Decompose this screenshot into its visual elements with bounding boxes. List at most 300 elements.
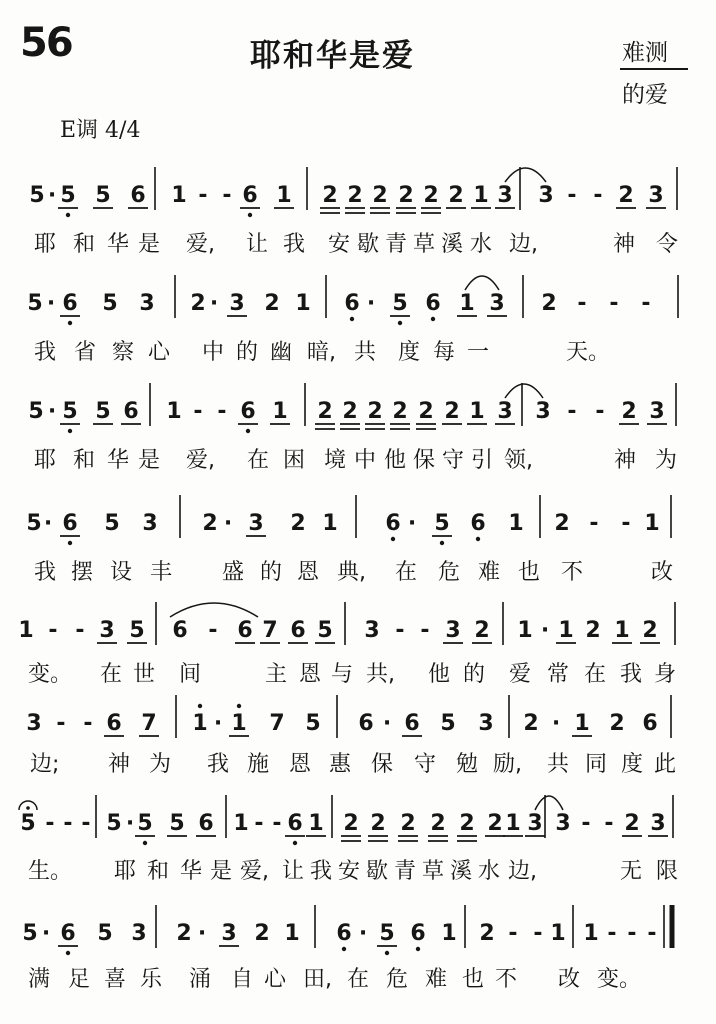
lyric-syllable: 我: [283, 232, 306, 257]
lyric-syllable: 不: [561, 560, 584, 585]
lyric-syllable: 安: [338, 859, 361, 884]
note: 5: [129, 618, 145, 643]
lyric-syllable: 耶: [34, 232, 57, 257]
note: ·: [197, 921, 207, 946]
note: -: [604, 811, 614, 836]
note: 2: [190, 291, 206, 316]
note: 5: [95, 399, 111, 424]
note: 2: [418, 399, 434, 424]
author-credit-line2: 的爱: [622, 82, 668, 108]
lyric-syllable: 励,: [493, 752, 522, 777]
lyric-syllable: 中: [202, 340, 225, 365]
lyric-syllable: 暗,: [307, 340, 336, 365]
lower-octave-dot: [248, 213, 252, 217]
note: 3: [478, 711, 494, 736]
note: 5: [440, 711, 456, 736]
note: -: [567, 183, 577, 208]
note: -: [647, 921, 657, 946]
lyric-syllable: 的: [236, 340, 259, 365]
note: 2: [444, 399, 460, 424]
lyric-syllable: 边,: [509, 232, 538, 257]
note: 2: [479, 921, 495, 946]
note: 3: [648, 183, 664, 208]
lyric-syllable: 涌: [189, 967, 212, 992]
lyric-syllable: 溪: [450, 859, 473, 884]
note: 3: [650, 811, 666, 836]
note: 1: [614, 618, 630, 643]
lyric-syllable: 歇: [357, 232, 380, 257]
note: 3: [497, 399, 513, 424]
note: -: [577, 291, 587, 316]
note: 5: [392, 291, 408, 316]
tie-arc: [465, 276, 499, 290]
lyric-syllable: 也: [462, 967, 485, 992]
note: 3: [527, 811, 543, 836]
note: 5: [20, 811, 36, 836]
note: 2: [264, 291, 280, 316]
lyric-syllable: 度: [398, 340, 421, 365]
note: 5: [22, 921, 38, 946]
lower-octave-dot: [68, 429, 72, 433]
note: 6: [62, 291, 78, 316]
note: 3: [221, 921, 237, 946]
note: ·: [41, 921, 51, 946]
note: 3: [139, 291, 155, 316]
lower-octave-dot: [476, 537, 480, 541]
note: -: [607, 921, 617, 946]
note: 6: [344, 291, 360, 316]
note: 1: [473, 183, 489, 208]
lyric-syllable: 共: [354, 340, 377, 365]
note: ·: [366, 291, 376, 316]
note: 5: [29, 183, 45, 208]
note: ·: [125, 811, 135, 836]
lyric-syllable: 每: [433, 340, 456, 365]
note: -: [222, 183, 232, 208]
lyric-syllable: 他: [428, 662, 451, 687]
note: 2: [642, 618, 658, 643]
lyric-syllable: 青: [385, 232, 408, 257]
lyric-syllable: 和: [73, 232, 96, 257]
lyric-syllable: 是: [138, 448, 161, 473]
lyric-syllable: 共,: [366, 662, 395, 687]
note: -: [593, 183, 603, 208]
note: 1: [233, 811, 249, 836]
note: -: [83, 711, 93, 736]
note: 3: [649, 399, 665, 424]
lyric-syllable: 危: [438, 560, 461, 585]
note: -: [627, 921, 637, 946]
lyric-syllable: 中: [354, 448, 377, 473]
lyric-syllable: 为: [149, 752, 172, 777]
author-credit-line1: 难测: [622, 40, 668, 66]
lyric-syllable: 与: [331, 662, 354, 687]
lyric-syllable: 危: [386, 967, 409, 992]
note: 1: [18, 618, 34, 643]
note: 2: [370, 811, 386, 836]
note: 3: [445, 618, 461, 643]
note: 5: [97, 921, 113, 946]
note: 5: [60, 183, 76, 208]
note: 5: [169, 811, 185, 836]
note: 2: [392, 399, 408, 424]
note: 2: [343, 811, 359, 836]
note: 5: [434, 511, 450, 536]
note: 2: [624, 811, 640, 836]
lyric-syllable: 自: [231, 967, 254, 992]
lyric-syllable: 是: [210, 859, 233, 884]
note: 3: [26, 711, 42, 736]
note: 2: [459, 811, 475, 836]
note: 1: [644, 511, 660, 536]
lyric-syllable: 省: [74, 340, 97, 365]
note: 2: [176, 921, 192, 946]
note: 2: [290, 511, 306, 536]
note: 2: [609, 711, 625, 736]
lower-octave-dot: [68, 541, 72, 545]
lyric-syllable: 保: [413, 448, 436, 473]
note: 1: [322, 511, 338, 536]
lyric-syllable: 变。: [28, 662, 73, 687]
note: -: [56, 711, 66, 736]
lyric-syllable: 设: [110, 560, 133, 585]
lyric-syllable: 爱,: [186, 448, 215, 473]
note: 3: [229, 291, 245, 316]
lyric-syllable: 我: [34, 560, 57, 585]
lyric-syllable: 难: [478, 560, 501, 585]
lyric-syllable: 察: [112, 340, 135, 365]
note: ·: [43, 511, 53, 536]
note: -: [75, 618, 85, 643]
lyric-syllable: 世: [133, 662, 156, 687]
lyric-syllable: 和: [73, 448, 96, 473]
note: ·: [382, 711, 392, 736]
note: 3: [248, 511, 264, 536]
hymn-title: 耶和华是爱: [250, 38, 415, 74]
note: -: [48, 618, 58, 643]
note: 1: [517, 618, 533, 643]
note: -: [641, 291, 651, 316]
lyric-syllable: 水: [470, 232, 493, 257]
lyric-syllable: 喜: [104, 967, 127, 992]
lyric-syllable: 神: [613, 232, 636, 257]
lower-octave-dot: [398, 321, 402, 325]
note: 6: [470, 511, 486, 536]
note: 3: [99, 618, 115, 643]
lyric-syllable: 田,: [303, 967, 332, 992]
lyric-syllable: 生。: [28, 859, 73, 884]
note: 1: [550, 921, 566, 946]
note: 2: [400, 811, 416, 836]
note: -: [395, 618, 405, 643]
lyric-syllable: 保: [371, 752, 394, 777]
fermata-dot: [26, 806, 30, 810]
note: -: [589, 511, 599, 536]
note: 6: [404, 711, 420, 736]
lower-octave-dot: [143, 841, 147, 845]
note: 2: [202, 511, 218, 536]
note: -: [533, 921, 543, 946]
note: 3: [497, 183, 513, 208]
lyric-syllable: 足: [68, 967, 91, 992]
note: 3: [131, 921, 147, 946]
lyric-syllable: 爱,: [240, 859, 269, 884]
lyric-syllable: 华: [107, 232, 130, 257]
note: 6: [172, 618, 188, 643]
lyric-syllable: 边;: [30, 752, 60, 777]
lyric-syllable: 度: [621, 752, 644, 777]
note: -: [420, 618, 430, 643]
lyric-syllable: 守: [442, 448, 465, 473]
lyric-syllable: 守: [414, 752, 437, 777]
lyric-syllable: 典,: [337, 560, 366, 585]
note: 7: [262, 618, 278, 643]
note: 3: [489, 291, 505, 316]
note: 5: [305, 711, 321, 736]
lyric-syllable: 变。: [597, 967, 642, 992]
note: 6: [642, 711, 658, 736]
lower-octave-dot: [431, 317, 435, 321]
note: 5: [27, 291, 43, 316]
note: 1: [574, 711, 590, 736]
note: 5: [95, 183, 111, 208]
note: 2: [618, 183, 634, 208]
note: -: [508, 921, 518, 946]
lyric-syllable: 间: [179, 662, 202, 687]
note: 6: [60, 921, 76, 946]
note: 1: [505, 811, 521, 836]
lyric-syllable: 我: [310, 859, 333, 884]
note: 1: [284, 921, 300, 946]
lyric-syllable: 让: [246, 232, 269, 257]
note: 6: [237, 618, 253, 643]
lyric-syllable: 神: [108, 752, 131, 777]
lyric-syllable: 让: [282, 859, 305, 884]
note: -: [254, 811, 264, 836]
note: 3: [535, 399, 551, 424]
note: -: [621, 511, 631, 536]
note: ·: [358, 921, 368, 946]
upper-octave-dot: [198, 704, 202, 708]
note: 1: [192, 711, 208, 736]
tie-arc: [505, 384, 543, 398]
tie-arc: [505, 168, 546, 182]
lower-octave-dot: [350, 317, 354, 321]
note: 5: [379, 921, 395, 946]
lyric-syllable: 我: [207, 752, 230, 777]
lyric-syllable: 常: [547, 662, 570, 687]
upper-octave-dot: [237, 704, 241, 708]
lyric-syllable: 华: [107, 448, 130, 473]
note: ·: [213, 711, 223, 736]
hymn-number: 56: [20, 20, 72, 66]
note: 6: [287, 811, 303, 836]
lower-octave-dot: [68, 321, 72, 325]
lyric-syllable: 改: [558, 967, 581, 992]
note: 2: [322, 183, 338, 208]
note: 6: [410, 921, 426, 946]
note: 1: [508, 511, 524, 536]
lyric-syllable: 的: [260, 560, 283, 585]
note: ·: [223, 511, 233, 536]
note: 2: [430, 811, 446, 836]
lyric-syllable: 勉: [456, 752, 479, 777]
note: 6: [290, 618, 306, 643]
note: 1: [166, 399, 182, 424]
lyric-syllable: 也: [518, 560, 541, 585]
note: 2: [398, 183, 414, 208]
lyric-syllable: 神: [614, 448, 637, 473]
note: 2: [347, 183, 363, 208]
note: ·: [47, 183, 57, 208]
note: 3: [555, 811, 571, 836]
lyric-syllable: 惠: [329, 752, 352, 777]
lyric-syllable: 限: [656, 859, 679, 884]
note: ·: [540, 618, 550, 643]
lower-octave-dot: [246, 429, 250, 433]
note: 3: [364, 618, 380, 643]
note: 2: [487, 811, 503, 836]
lyric-syllable: 安: [328, 232, 351, 257]
note: 5: [62, 399, 78, 424]
lyric-syllable: 同: [585, 752, 608, 777]
tie-arc: [170, 603, 258, 617]
note: 2: [342, 399, 358, 424]
lower-octave-dot: [66, 213, 70, 217]
lyric-syllable: 恩: [297, 560, 320, 585]
note: 1: [171, 183, 187, 208]
note: -: [595, 399, 605, 424]
note: -: [609, 291, 619, 316]
note: 6: [385, 511, 401, 536]
lower-octave-dot: [342, 947, 346, 951]
lyric-syllable: 耶: [114, 859, 137, 884]
lyric-syllable: 是: [138, 232, 161, 257]
lyric-syllable: 身: [654, 662, 677, 687]
note: 1: [459, 291, 475, 316]
lyric-syllable: 在: [100, 662, 123, 687]
lyric-syllable: 幽: [270, 340, 293, 365]
lower-octave-dot: [440, 541, 444, 545]
note: 2: [585, 618, 601, 643]
lyric-syllable: 盛: [222, 560, 245, 585]
tie-arc: [535, 796, 563, 810]
note: 6: [242, 183, 258, 208]
note: ·: [551, 711, 561, 736]
lyric-syllable: 难: [425, 967, 448, 992]
note: 1: [583, 921, 599, 946]
note: 5: [104, 511, 120, 536]
lyric-syllable: 边,: [508, 859, 537, 884]
lower-octave-dot: [66, 951, 70, 955]
note: ·: [407, 511, 417, 536]
note: 7: [269, 711, 285, 736]
lyric-syllable: 改: [651, 560, 674, 585]
lyric-syllable: 境: [324, 448, 347, 473]
lyric-syllable: 草: [422, 859, 445, 884]
note: 2: [423, 183, 439, 208]
lyric-syllable: 领,: [504, 448, 533, 473]
lyric-syllable: 的: [463, 662, 486, 687]
lower-octave-dot: [391, 537, 395, 541]
lyric-syllable: 恩: [289, 752, 312, 777]
lyric-syllable: 施: [247, 752, 270, 777]
lyric-syllable: 一: [467, 340, 490, 365]
note: 5: [106, 811, 122, 836]
lower-octave-dot: [385, 951, 389, 955]
note: 7: [141, 711, 157, 736]
note: -: [581, 811, 591, 836]
note: -: [198, 183, 208, 208]
note: 2: [367, 399, 383, 424]
lyric-syllable: 令: [656, 232, 679, 257]
lyric-syllable: 草: [413, 232, 436, 257]
lyric-syllable: 他: [384, 448, 407, 473]
lyric-syllable: 丰: [150, 560, 173, 585]
note: 1: [469, 399, 485, 424]
note: -: [217, 399, 227, 424]
note: 6: [198, 811, 214, 836]
lyric-syllable: 水: [478, 859, 501, 884]
note: 3: [538, 183, 554, 208]
lyric-syllable: 天。: [566, 340, 611, 365]
note: 2: [448, 183, 464, 208]
note: 1: [276, 183, 292, 208]
note: 2: [254, 921, 270, 946]
note: 5: [28, 399, 44, 424]
lyric-syllable: 歇: [366, 859, 389, 884]
note: 2: [317, 399, 333, 424]
lyric-syllable: 乐: [140, 967, 163, 992]
note: 2: [541, 291, 557, 316]
note: 5: [137, 811, 153, 836]
note: ·: [46, 291, 56, 316]
key-signature: E调 4/4: [60, 118, 141, 143]
lyric-syllable: 在: [584, 662, 607, 687]
lyric-syllable: 心: [264, 967, 287, 992]
lyric-syllable: 我: [34, 340, 57, 365]
lyric-syllable: 不: [495, 967, 518, 992]
lyric-syllable: 青: [394, 859, 417, 884]
lower-octave-dot: [293, 841, 297, 845]
lyric-syllable: 共: [547, 752, 570, 777]
note: -: [567, 399, 577, 424]
note: ·: [47, 399, 57, 424]
lyric-syllable: 耶: [34, 448, 57, 473]
lyric-syllable: 爱,: [186, 232, 215, 257]
lyric-syllable: 和: [147, 859, 170, 884]
note: 1: [441, 921, 457, 946]
lyric-syllable: 在: [395, 560, 418, 585]
lyric-syllable: 此: [654, 752, 677, 777]
note: 6: [106, 711, 122, 736]
note: 1: [295, 291, 311, 316]
lyric-syllable: 主: [265, 662, 288, 687]
lyric-syllable: 引: [471, 448, 494, 473]
note: 6: [336, 921, 352, 946]
note: 1: [231, 711, 247, 736]
lyric-syllable: 我: [620, 662, 643, 687]
note: 1: [308, 811, 324, 836]
lyric-syllable: 摆: [71, 560, 94, 585]
lyric-syllable: 恩: [299, 662, 322, 687]
note: -: [272, 811, 282, 836]
note: -: [208, 618, 218, 643]
note: 6: [358, 711, 374, 736]
note: 2: [474, 618, 490, 643]
note: 6: [425, 291, 441, 316]
lyric-syllable: 满: [28, 967, 51, 992]
